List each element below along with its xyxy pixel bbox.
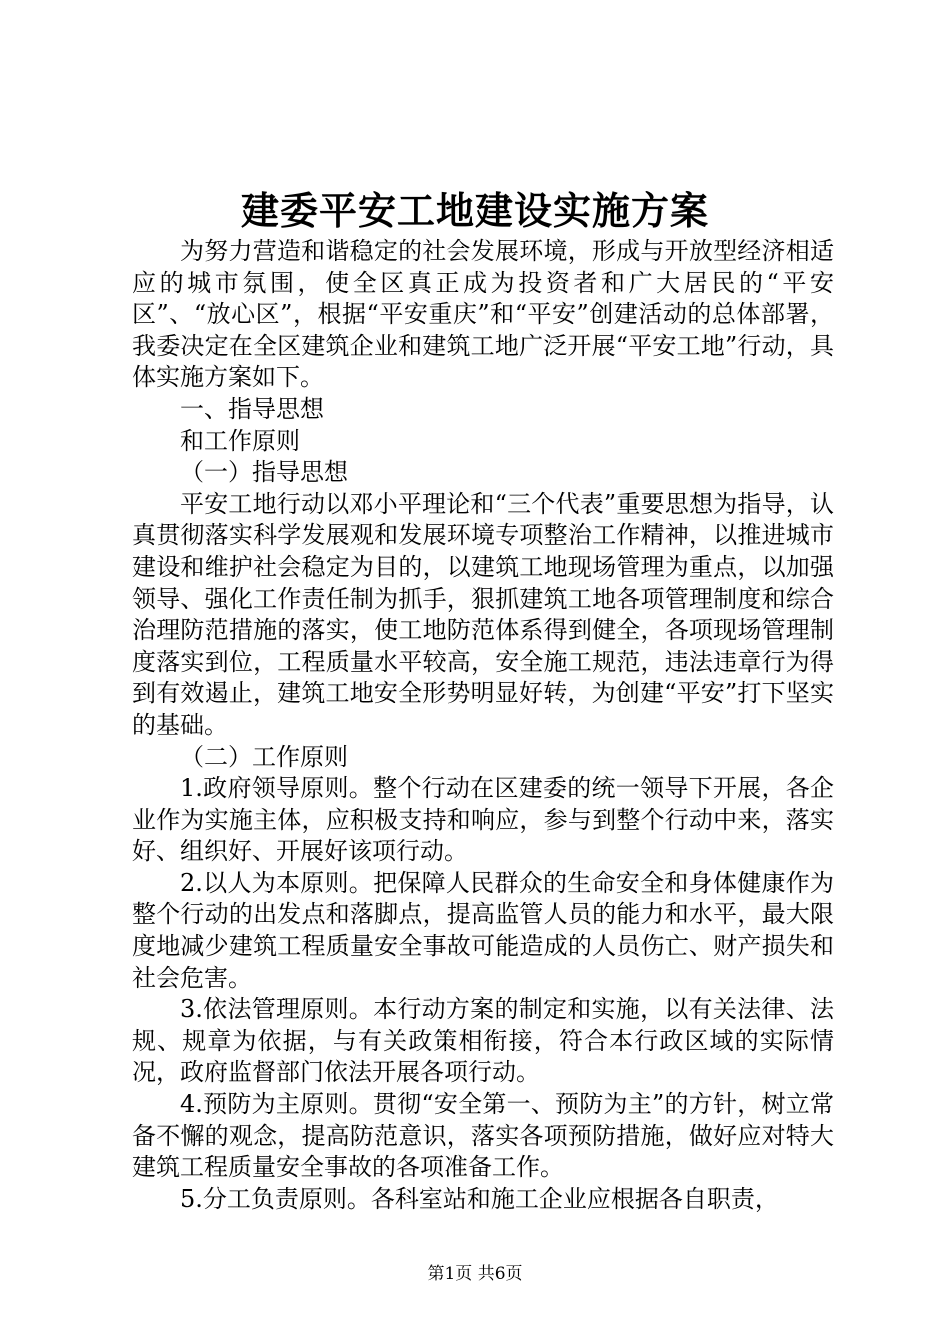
paragraph-principle-3: 3.依法管理原则。本行动方案的制定和实施，以有关法律、法规、规章为依据，与有关政策相衔接，符合本行政区域的实际情况，政府监督部门依法开展各项行动。 bbox=[132, 995, 834, 1087]
paragraph-intro: 为努力营造和谐稳定的社会发展环境，形成与开放型经济相适应的城市氛围，使全区真正成为投资者和广大居民的“平安区”、“放心区”，根据“平安重庆”和“平安”创建活动的总体部署，我委决定在全区建筑企业和建筑工地广泛开展“平安工地”行动，具体实施方案如下。 bbox=[132, 237, 834, 392]
subheading-guiding-ideology: （一）指导思想 bbox=[180, 458, 348, 487]
document-body bbox=[132, 236, 834, 1215]
paragraph-principle-4: 4.预防为主原则。贯彻“安全第一、预防为主”的方针，树立常备不懈的观念，提高防范意识，落实各项预防措施，做好应对特大建筑工程质量安全事故的各项准备工作。 bbox=[132, 1090, 834, 1182]
subheading-work-principles: （二）工作原则 bbox=[180, 742, 348, 771]
document-title: 建委平安工地建设实施方案 bbox=[240, 188, 709, 233]
page-footer: 第1页 共6页 bbox=[427, 1264, 523, 1284]
paragraph-guiding-ideology: 平安工地行动以邓小平理论和“三个代表”重要思想为指导，认真贯彻落实科学发展观和发展环境专项整治工作精神，以推进城市建设和维护社会稳定为目的，以建筑工地现场管理为重点，以加强领导、强化工作责任制为抓手，狠抓建筑工地各项管理制度和综合治理防范措施的落实，使工地防范体系得到健全，各项现场管理制度落实到位，工程质量水平较高，安全施工规范，违法违章行为得到有效遏止，建筑工地安全形势明显好转，为创建“平安”打下坚实的基础。 bbox=[132, 489, 834, 739]
paragraph-principle-2: 2.以人为本原则。把保障人民群众的生命安全和身体健康作为整个行动的出发点和落脚点，提高监管人员的能力和水平，最大限度地减少建筑工程质量安全事故可能造成的人员伤亡、财产损失和社会危害。 bbox=[132, 868, 834, 992]
paragraph-principle-1: 1.政府领导原则。整个行动在区建委的统一领导下开展，各企业作为实施主体，应积极支持和响应，参与到整个行动中来，落实好、组织好、开展好该项行动。 bbox=[132, 774, 834, 866]
heading-work-principles: 和工作原则 bbox=[180, 426, 300, 455]
paragraph-principle-5: 5.分工负责原则。各科室站和施工企业应根据各自职责， bbox=[180, 1184, 779, 1213]
heading-guiding-ideology: 一、指导思想 bbox=[180, 394, 324, 423]
